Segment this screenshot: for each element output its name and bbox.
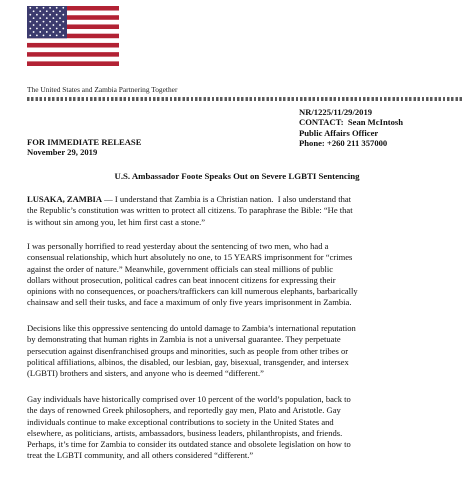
reference-number: NR/1225/11/29/2019 (299, 107, 373, 117)
release-date: November 29, 2019 (27, 147, 98, 158)
headline: U.S. Ambassador Foote Speaks Out on Severe LGBTI Sentencing (114, 171, 360, 181)
paragraph-line: (LGBTI) brothers and sisters, and anyone who is deemed “different.” (27, 368, 264, 379)
paragraph-line: the days of renowned Greek philosophers, and reportedly gay men, Plato and Aristotle. Gay (27, 405, 341, 416)
paragraph-line: the Republic’s constitution was written to protect all citizens. To paraphrase the Bible: “He that (27, 205, 353, 216)
contact-name: CONTACT: Sean McIntosh (299, 117, 404, 128)
tagline: The United States and Zambia Partnering Together (27, 85, 178, 94)
contact-phone: Phone: +260 211 357000 (299, 138, 388, 149)
us-flag-icon (27, 6, 119, 66)
paragraph-line: LUSAKA, ZAMBIA — I understand that Zambia is a Christian nation. I also understand that (27, 194, 352, 204)
contact-block (299, 107, 403, 149)
paragraph-line: is without sin among you, let him first cast a stone.” (27, 216, 206, 227)
paragraph-line: dollars without prosecution, political cadres can beat innocent citizens for expressing their (27, 274, 336, 285)
paragraph-1 (27, 194, 467, 228)
paragraph-line: consensual relationship, which hurt absolutely no one, to 15 YEARS imprisonment for “crimes (27, 252, 353, 263)
release-block (27, 137, 141, 158)
paragraph-4 (27, 394, 467, 462)
paragraph-line: treat the LGBTI community, and all others considered “different.” (27, 450, 254, 461)
paragraph-line: I was personally horrified to read yesterday about the sentencing of two men, who had a (27, 241, 329, 251)
paragraph-line: opinions with no consequences, or poachers/traffickers can kill numerous elephants, barbarically (27, 286, 358, 297)
release-label: FOR IMMEDIATE RELEASE (27, 137, 142, 147)
paragraph-line: persecution against disenfranchised groups and minorities, such as people from other tribes or (27, 345, 349, 356)
dateline: LUSAKA, ZAMBIA (27, 194, 103, 204)
separator-rule (27, 97, 463, 101)
paragraph-line: political affiliations, albinos, the disabled, our lesbian, gay, bisexual, transgender, and intersex (27, 356, 349, 367)
paragraph-line: Decisions like this oppressive sentencing do untold damage to Zambia’s international reputation (27, 323, 356, 333)
paragraph-line: chainsaw and sell their tusks, and face a maximum of only five years imprisonment in Zambia. (27, 297, 352, 308)
paragraph-3 (27, 323, 467, 379)
paragraph-line: against the order of nature.” Meanwhile, government officials can steal millions of public (27, 263, 334, 274)
paragraph-2 (27, 241, 467, 309)
paragraph-line: by demonstrating that human rights in Zambia is not a universal guarantee. They perpetuate (27, 334, 341, 345)
paragraph-line: Gay individuals have historically comprised over 10 percent of the world’s population, back to (27, 394, 351, 404)
paragraph-line: elsewhere, as politicians, artists, ambassadors, business leaders, philanthropists, and friends. (27, 427, 343, 438)
contact-title: Public Affairs Officer (299, 127, 379, 138)
paragraph-line: individuals continue to make exceptional contributions to society in the United States and (27, 416, 334, 427)
paragraph-line: Perhaps, it’s time for Zambia to consider its outdated stance and obsolete legislation on how to (27, 439, 351, 450)
